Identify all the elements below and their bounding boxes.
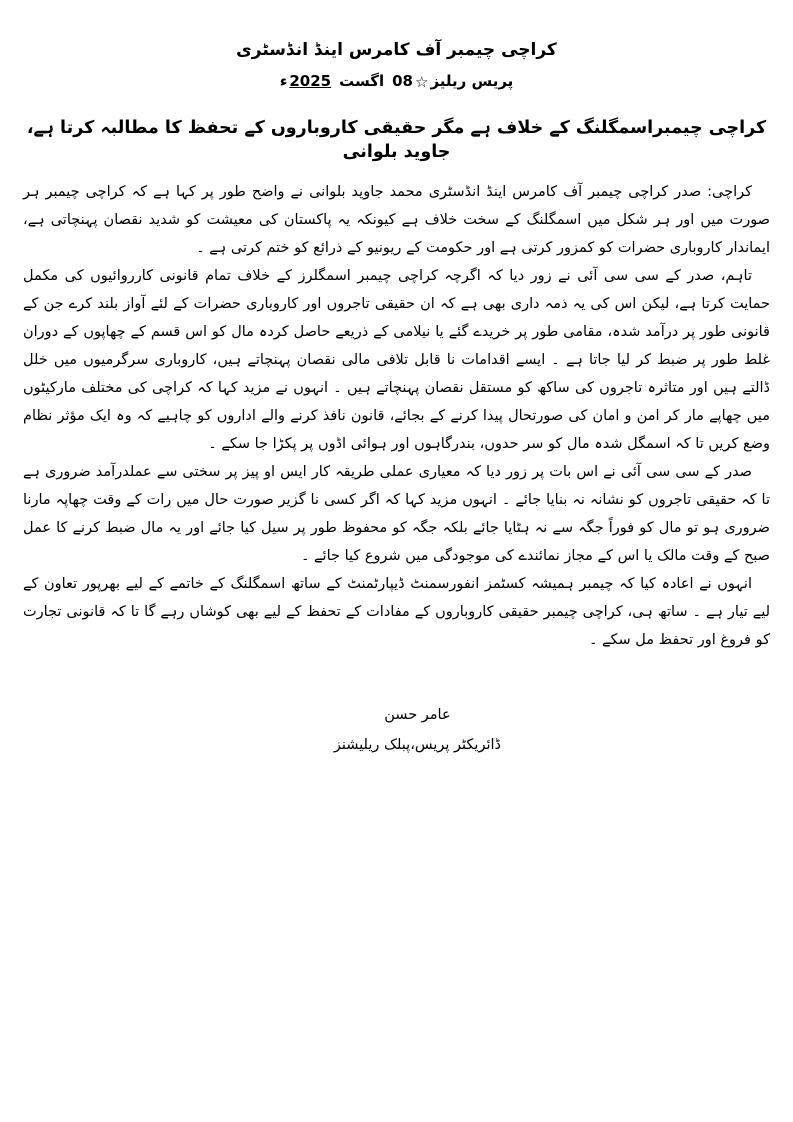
press-release-line	[0, 72, 793, 90]
press-release-era: ء	[279, 72, 288, 90]
signature-block	[334, 700, 501, 760]
press-release-label-group	[392, 72, 513, 90]
paragraph: کراچی: صدر کراچی چیمبر آف کامرس اینڈ انڈسٹری محمد جاوید بلوانی نے واضح طور پر کہا ہے کہ کراچی چیمبر ہر صورت میں اور ہر شکل میں اسمگلنگ کے سخت خلاف ہے کیونکہ یہ پاکستان کی معیشت کو شدید نقصان پہنچاتی ہے، ایماندار کاروباری حضرات کو کمزور کرتی ہے اور حکومت کے ریونیو کے ذرائع کو ختم کرتی ہے ۔	[23, 184, 770, 256]
article-body	[23, 178, 770, 654]
star-icon: ☆	[415, 73, 429, 91]
press-release-day: 08	[392, 72, 413, 90]
org-title: کراچی چیمبر آف کامرس اینڈ انڈسٹری	[236, 40, 557, 60]
press-release-month: اگست	[339, 72, 385, 90]
press-release-year-group	[280, 72, 331, 90]
paragraph: تاہم، صدر کے سی سی آئی نے زور دیا کہ اگرچہ کراچی چیمبر اسمگلرز کے خلاف تمام قانونی کارروائیوں کی مکمل حمایت کرتا ہے، لیکن اس کی یہ ذمہ داری بھی ہے کہ ان حقیقی تاجروں اور کاروباری حضرات کے لئے آواز بلند کرے جن کے قانونی طور پر درآمد شدہ، مقامی طور پر خریدے گئے یا نیلامی کے ذریعے حاصل کردہ مال کو اس قسم کے چھاپوں کے دوران غلط طور پر ضبط کر لیا جاتا ہے ۔ ایسے اقدامات نا قابل تلافی مالی نقصان پہنچاتے ہیں، کاروباری سرگرمیوں میں خلل ڈالتے ہیں اور متاثرہ تاجروں کی ساکھ کو مستقل نقصان پہنچاتے ہیں ۔ انہوں نے مزید کہا کہ کراچی کی مختلف مارکیٹوں میں چھاپے مار کر امن و امان کی صورتحال پیدا کرنے کے بجائے، قانون نافذ کرنے والے اداروں کو چاہیے کہ وہ ایک مؤثر نظام وضع کریں تا کہ اسمگل شدہ مال کو سر حدوں، بندرگاہوں اور ہوائی اڈوں پر پکڑا جا سکے ۔	[23, 268, 770, 452]
signatory-title: ڈائریکٹر پریس،پبلک ریلیشنز	[333, 737, 501, 753]
document-header	[0, 0, 793, 90]
headline: کراچی چیمبراسمگلنگ کے خلاف ہے مگر حقیقی کاروباروں کے تحفظ کا مطالبہ کرتا ہے، جاوید بلوانی	[26, 118, 767, 162]
press-release-year: 2025	[289, 72, 332, 90]
press-release-label: پریس ریلیز	[430, 72, 514, 90]
paragraph: صدر کے سی سی آئی نے اس بات پر زور دیا کہ معیاری عملی طریقہ کار ایس او پیز پر سختی سے عملدرآمد ضروری ہے تا کہ حقیقی تاجروں کو نشانہ نہ بنایا جائے ۔ انہوں مزید کہا کہ اگر کسی نا گزیر صورت حال میں رات کے وقت چھاپہ مارنا ضروری ہو تو مال کو فوراً جگہ سے نہ ہٹایا جائے بلکہ جگہ کو محفوظ طور پر سیل کیا جائے اور یہ مال ضبط کرنے کا عمل صبح کے وقت مالک یا اس کے مجاز نمائندے کی موجودگی میں شروع کیا جائے ۔	[23, 464, 770, 564]
paragraph: انہوں نے اعادہ کیا کہ چیمبر ہمیشہ کسٹمز انفورسمنٹ ڈیپارٹمنٹ کے ساتھ اسمگلنگ کے خاتمے کے لیے بھرپور تعاون کے لیے تیار ہے ۔ ساتھ ہی، کراچی چیمبر حقیقی کاروباروں کے مفادات کے تحفظ کے لیے بھی کوشاں رہے گا تا کہ قانونی تجارت کو فروغ اور تحفظ مل سکے ۔	[23, 576, 770, 648]
signatory-name: عامر حسن	[384, 707, 451, 723]
